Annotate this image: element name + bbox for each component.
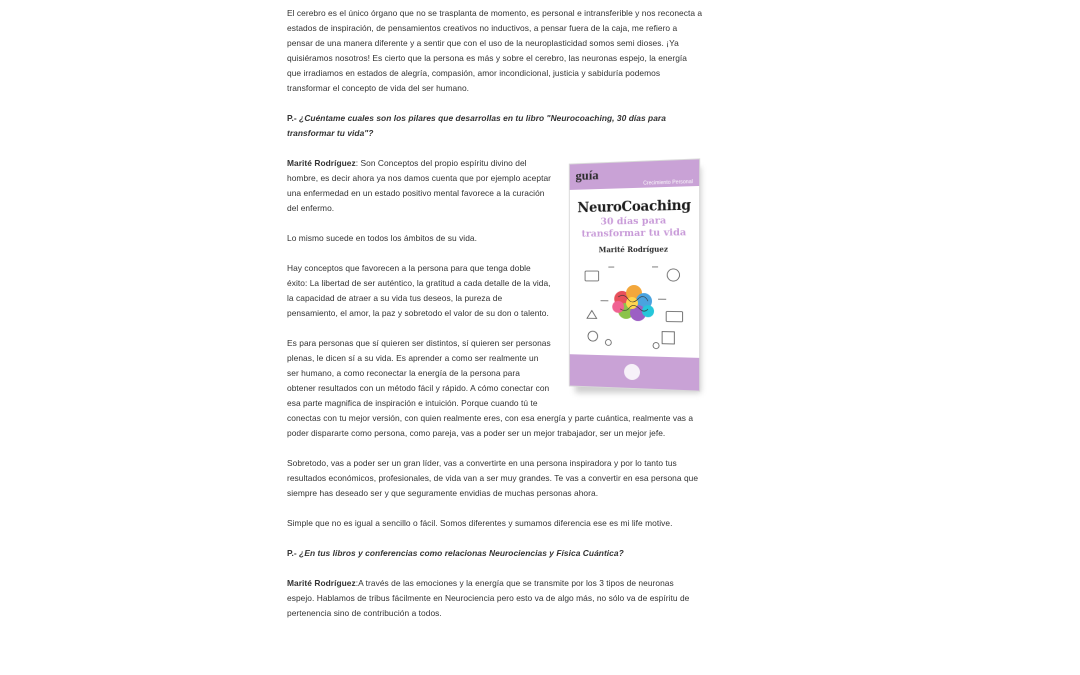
- paragraph-6: Simple que no es igual a sencillo o fácil. Somos diferentes y sumamos diferencia ese es mi life motive.: [287, 518, 673, 528]
- book-cover: [569, 158, 700, 391]
- speaker-name: Marité Rodríguez: [287, 158, 356, 168]
- question-text: ¿Cuéntame cuales son los pilares que desarrollas en tu libro "Neurocoaching, 30 días para transformar tu vida"?: [287, 113, 666, 138]
- question-text: ¿En tus libros y conferencias como relacionas Neurociencias y Física Cuántica?: [299, 548, 624, 558]
- paragraph-2: Lo mismo sucede en todos los ámbitos de su vida.: [287, 233, 478, 243]
- question-1: [287, 111, 703, 141]
- book-subtitle-line-1: 30 días para: [600, 215, 667, 228]
- article-body: [287, 6, 703, 636]
- answer-text: : Son Conceptos del propio espíritu divino del hombre, es decir ahora ya nos damos cuenta que por ejemplo aceptar una enfermedad en un estado positivo mental favorece a la curación del enfermo.: [287, 158, 552, 213]
- cover-top-band: [570, 159, 699, 190]
- question-prefix: P.-: [287, 113, 300, 123]
- question-2: [287, 546, 703, 561]
- book-subtitle-line-2: transformar tu vida: [581, 227, 687, 240]
- answer-2: [287, 576, 703, 621]
- publisher-seal-icon: [624, 364, 640, 381]
- intro-paragraph: El cerebro es el único órgano que no se trasplanta de momento, es personal e intransferible y nos reconecta a estados de inspiración, de pensamientos creativos no inductivos, a pensar fuera de la caja, me refiero a pensar de una manera diferente y a sentir que con el uso de la neuroplasticidad somos semi dioses. ¡Ya quisiéramos nosotros! Es cierto que la persona es más y sobre el cerebro, las neuronas espejo, la energía que irradiamos en estados de alegría, compasión, amor incondicional, justicia y sabiduría podemos transformar el concepto de vida del ser humano.: [287, 8, 703, 93]
- guia-logo: guía: [575, 167, 599, 183]
- question-prefix: P.-: [287, 548, 300, 558]
- brain-illustration: [579, 261, 688, 353]
- paragraph-5: Sobretodo, vas a poder ser un gran líder, vas a convertirte en una persona inspiradora y por lo tanto tus resultados económicos, profesionales, de vida van a ser muy grandes. Te vas a convertir en esa persona que siempre has deseado ser y que seguramente envidias de muchas personas ahora.: [287, 458, 699, 498]
- book-author: Marité Rodríguez: [598, 244, 669, 255]
- cover-bottom-band: [570, 354, 699, 390]
- paragraph-4: Es para personas que sí quieren ser distintos, sí quieren ser personas plenas, le dicen sí a su vida. Es aprender a como ser realmente un ser humano, a como reconectar la energía de la persona para obtener resultados con un método fácil y rápido. A cómo conectar con esa parte magnifica de inspiración e intuición. Porque cuando tú te conectas con tu mejor versión, con quien realmente eres, con esa energía y parte cuántica, realmente vas a poder dispararte como persona, como pareja, vas a poder ser un mejor trabajador, ser un mejor jefe.: [287, 338, 694, 438]
- paragraph-3: Hay conceptos que favorecen a la persona para que tenga doble éxito: La libertad de ser auténtico, la gratitud a cada detalle de la vida, la capacidad de atraer a su vida tus deseos, la pureza de pensamiento, el amor, la paz y sobretodo el valor de su don o talento.: [287, 263, 551, 318]
- book-cover-image: [561, 157, 707, 393]
- speaker-name: Marité Rodríguez: [287, 578, 356, 588]
- answer-text: :A través de las emociones y la energía que se transmite por los 3 tipos de neuronas espejo. Hablamos de tribus fácilmente en Neurociencia pero esto va de algo más, no sólo va de espíritu de pertenencia sino de contribución a todos.: [287, 578, 690, 618]
- collection-label: Crecimiento Personal: [643, 179, 693, 187]
- book-title: NeuroCoaching: [577, 197, 691, 217]
